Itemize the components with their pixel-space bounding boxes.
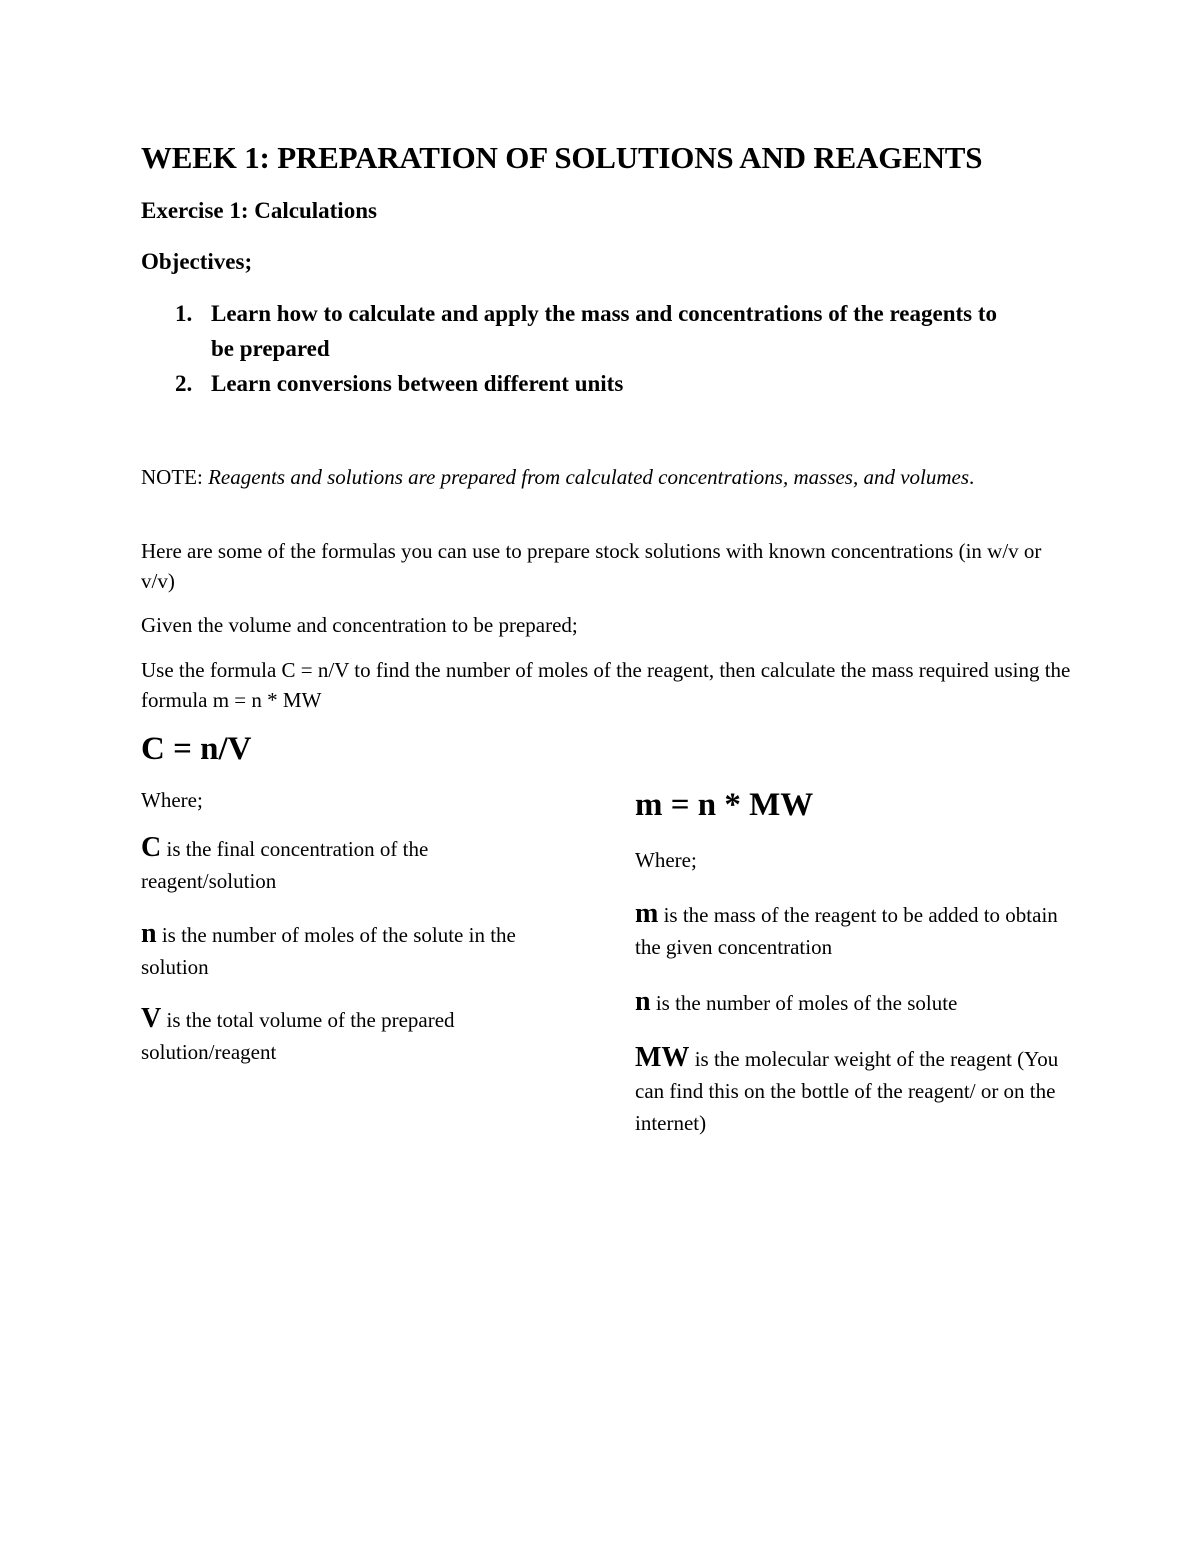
left-where-label: Where; [141,788,203,812]
objective-text: Learn conversions between different units [211,371,624,396]
objective-item [141,296,1001,366]
objective-number: 2. [175,371,193,396]
definition-m [635,898,1075,963]
note-label: NOTE [141,465,197,489]
definition-n [141,918,581,983]
variable-letter: n [141,918,157,949]
definition-text: is the total volume of the prepared solution/reagent [141,1008,455,1064]
definition-n-right [635,986,1075,1019]
concentration-formula: C = n/V [141,731,252,767]
intro-paragraph: Here are some of the formulas you can use to prepare stock solutions with known concentrations (in w/v or v/v) [141,539,1042,593]
definition-c [141,832,541,897]
right-where-label: Where; [635,848,697,872]
note-paragraph [141,462,1041,492]
objective-text: Learn how to calculate and apply the mass and concentrations of the reagents to be prepared [211,301,998,361]
objective-number: 1. [175,301,193,326]
note-period: . [969,465,975,489]
exercise-heading: Exercise 1: Calculations [141,198,377,223]
definition-text: is the number of moles of the solute [650,991,958,1015]
variable-letter: V [141,1003,162,1034]
formula-usage-paragraph: Use the formula C = n/V to find the number of moles of the reagent, then calculate the mass required using the formula m = n * MW [141,658,1071,712]
objectives-heading: Objectives; [141,249,253,274]
definition-text: is the molecular weight of the reagent (You can find this on the bottle of the reagent/ or on the internet) [635,1047,1059,1135]
objectives-list [141,296,1001,401]
definition-mw [635,1042,1075,1139]
variable-letter: n [635,986,651,1017]
page-title: WEEK 1: PREPARATION OF SOLUTIONS AND REAGENTS [141,140,983,175]
definition-text: is the number of moles of the solute in the solution [141,923,516,979]
given-paragraph: Given the volume and concentration to be prepared; [141,613,578,637]
variable-letter: MW [635,1042,690,1073]
variable-letter: m [635,898,659,929]
note-colon: : [197,465,209,489]
objective-item [141,366,1001,401]
definition-text: is the final concentration of the reagent/solution [141,837,429,893]
definition-text: is the mass of the reagent to be added to obtain the given concentration [635,903,1058,959]
note-text: Reagents and solutions are prepared from calculated concentrations, masses, and volumes [208,465,970,489]
variable-letter: C [141,832,162,863]
definition-v [141,1003,541,1068]
mass-formula: m = n * MW [635,787,814,823]
